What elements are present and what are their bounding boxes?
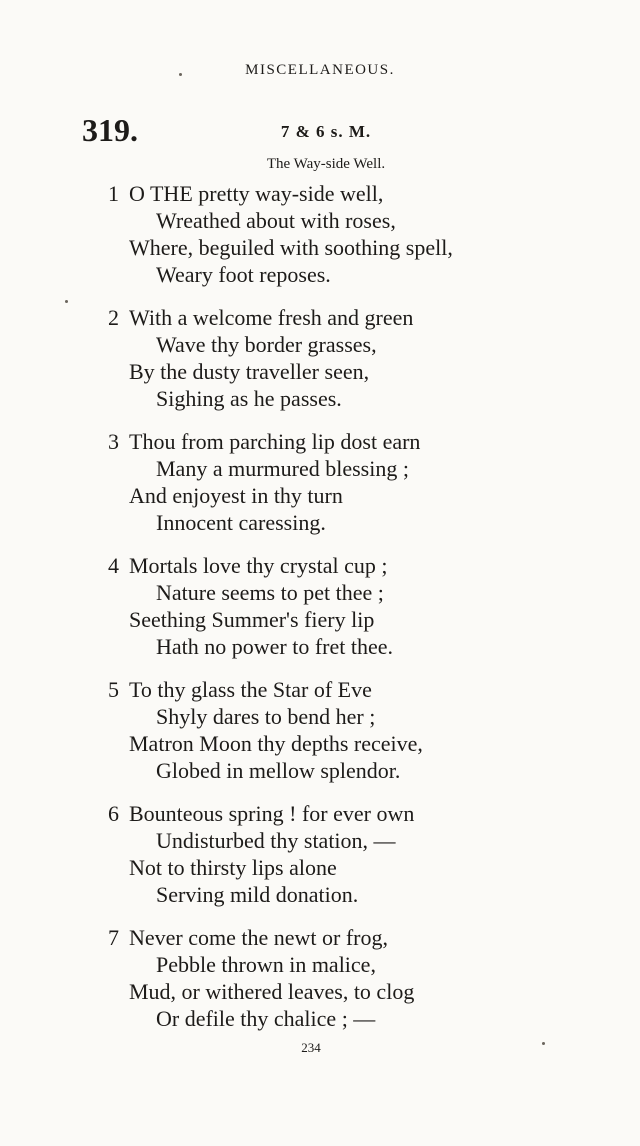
- verse-line: Not to thirsty lips alone: [129, 855, 337, 880]
- verse-line: Wreathed about with roses,: [156, 208, 396, 233]
- verse-line: Bounteous spring ! for ever own: [129, 801, 415, 826]
- stanza-3: [0, 428, 640, 552]
- verse-line: O THE pretty way-side well,: [129, 181, 384, 206]
- verse-line: Many a murmured blessing ;: [156, 456, 409, 481]
- stanza-list: [0, 180, 640, 1048]
- verse-line: By the dusty traveller seen,: [129, 359, 370, 384]
- verse-line: Never come the newt or frog,: [129, 925, 389, 950]
- running-head: MISCELLANEOUS.: [245, 62, 395, 78]
- verse-line: Hath no power to fret thee.: [156, 634, 394, 659]
- verse-line: With a welcome fresh and green: [129, 305, 414, 330]
- verse-line: Thou from parching lip dost earn: [129, 429, 421, 454]
- verse-line: Or defile thy chalice ; —: [156, 1006, 376, 1031]
- verse-line: Matron Moon thy depths receive,: [129, 731, 423, 756]
- hymn-number: 319.: [82, 112, 138, 148]
- verse-line: Globed in mellow splendor.: [156, 758, 401, 783]
- verse-line: To thy glass the Star of Eve: [129, 677, 372, 702]
- verse-line: Mortals love thy crystal cup ;: [129, 553, 388, 578]
- verse-line: Undisturbed thy station, —: [156, 828, 396, 853]
- verse-line: Sighing as he passes.: [156, 386, 342, 411]
- stanza-number: 2: [108, 305, 119, 330]
- stanza-7: [0, 924, 640, 1048]
- verse-line: Nature seems to pet thee ;: [156, 580, 384, 605]
- stanza-number: 4: [108, 553, 119, 578]
- hymn-meter: 7 & 6 s. M.: [280, 122, 372, 141]
- verse-line: And enjoyest in thy turn: [129, 483, 343, 508]
- stanza-number: 5: [108, 677, 119, 702]
- hymn-title: The Way-side Well.: [266, 156, 386, 172]
- print-speck: [179, 73, 182, 76]
- verse-line: Seething Summer's fiery lip: [129, 607, 375, 632]
- verse-line: Serving mild donation.: [156, 882, 359, 907]
- print-speck: [542, 1042, 545, 1045]
- stanza-1: [0, 180, 640, 304]
- page-number: 234: [301, 1040, 321, 1055]
- verse-line: Weary foot reposes.: [156, 262, 331, 287]
- verse-line: Mud, or withered leaves, to clog: [129, 979, 415, 1004]
- verse-line: Where, beguiled with soothing spell,: [129, 235, 453, 260]
- stanza-number: 7: [108, 925, 119, 950]
- verse-line: Wave thy border grasses,: [156, 332, 377, 357]
- stanza-2: [0, 304, 640, 428]
- verse-line: Shyly dares to bend her ;: [156, 704, 376, 729]
- stanza-4: [0, 552, 640, 676]
- verse-line: Pebble thrown in malice,: [156, 952, 376, 977]
- print-speck: [65, 300, 68, 303]
- stanza-number: 1: [108, 181, 119, 206]
- stanza-5: [0, 676, 640, 800]
- stanza-number: 6: [108, 801, 119, 826]
- verse-line: Innocent caressing.: [156, 510, 326, 535]
- stanza-number: 3: [108, 429, 119, 454]
- stanza-6: [0, 800, 640, 924]
